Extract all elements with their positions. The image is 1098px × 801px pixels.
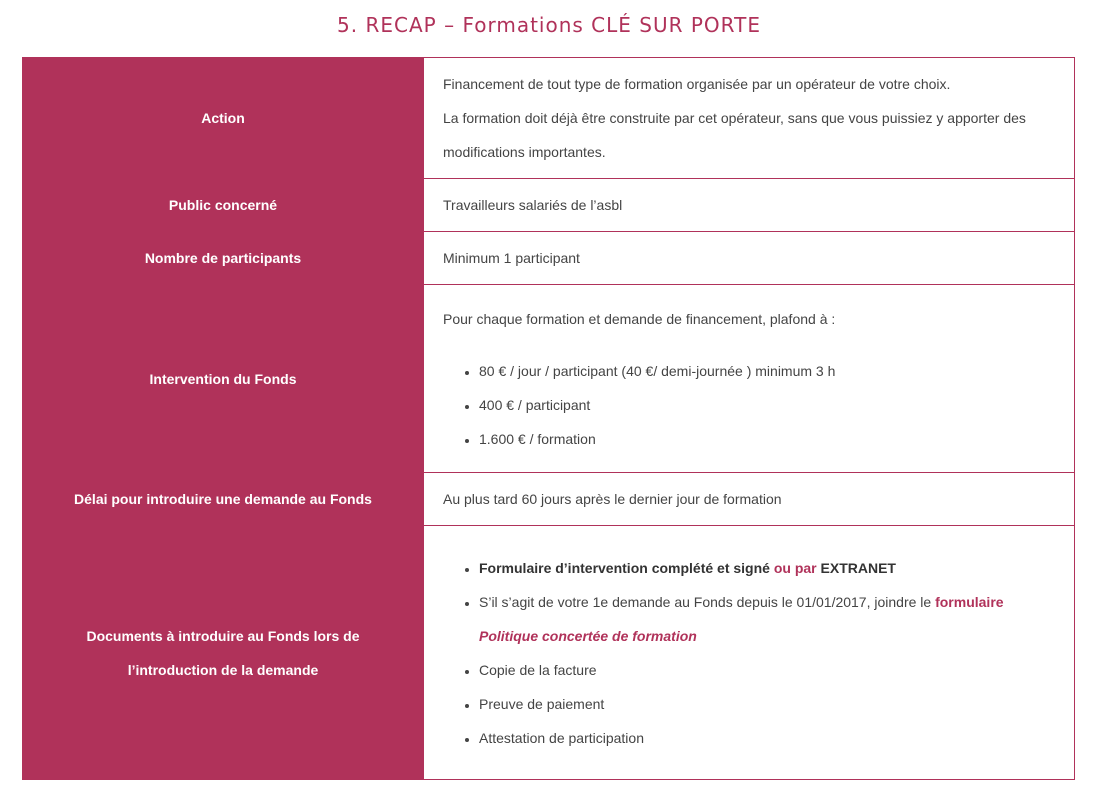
row-label-nombre: Nombre de participants bbox=[23, 232, 424, 285]
ou-par-link[interactable]: ou par bbox=[773, 559, 817, 576]
list-item: • 80 € / jour / participant (40 €/ demi-journée ) minimum 3 h bbox=[479, 354, 1054, 388]
action-line-1: Financement de tout type de formation organisée par un opérateur de votre choix. bbox=[443, 76, 951, 92]
list-item: • Copie de la facture bbox=[479, 653, 1054, 687]
row-content-documents bbox=[424, 526, 1075, 780]
row-content-delai: Au plus tard 60 jours après le dernier jour de formation bbox=[424, 473, 1075, 526]
row-label-public: Public concerné bbox=[23, 179, 424, 232]
row-content-nombre: Minimum 1 participant bbox=[424, 232, 1075, 285]
extranet-text: EXTRANET bbox=[820, 559, 896, 576]
recap-table bbox=[22, 57, 1075, 780]
documents-list bbox=[443, 551, 1054, 755]
intervention-intro: Pour chaque formation et demande de financement, plafond à : bbox=[443, 310, 836, 327]
spacer bbox=[443, 336, 1054, 354]
list-item: • Attestation de participation bbox=[479, 721, 1054, 755]
table-row-nombre bbox=[23, 232, 1075, 285]
row-content-intervention bbox=[424, 285, 1075, 473]
row-label-documents: Documents à introduire au Fonds lors de l’introduction de la demande bbox=[23, 526, 424, 780]
row-content-public: Travailleurs salariés de l’asbl bbox=[424, 179, 1075, 232]
page-title: 5. RECAP – Formations CLÉ SUR PORTE bbox=[337, 13, 761, 37]
first-request-text: S’il s’agit de votre 1e demande au Fonds depuis le 01/01/2017, joindre le bbox=[479, 593, 932, 610]
politique-concertee-link[interactable]: Politique concertée de formation bbox=[479, 627, 697, 644]
table-row-action bbox=[23, 58, 1075, 179]
list-item bbox=[479, 551, 1054, 585]
row-content-action bbox=[424, 58, 1075, 179]
table-row-documents bbox=[23, 526, 1075, 780]
row-label-delai: Délai pour introduire une demande au Fonds bbox=[23, 473, 424, 526]
table-row-delai bbox=[23, 473, 1075, 526]
table-row-intervention bbox=[23, 285, 1075, 473]
intervention-list bbox=[443, 354, 1054, 456]
formulaire-link[interactable]: formulaire bbox=[935, 593, 1004, 610]
row-label-intervention: Intervention du Fonds bbox=[23, 285, 424, 473]
list-item: • 1.600 € / formation bbox=[479, 422, 1054, 456]
action-line-2: La formation doit déjà être construite par cet opérateur, sans que vous puissiez y apporter des modifications importantes. bbox=[443, 110, 1026, 160]
list-item: • 400 € / participant bbox=[479, 388, 1054, 422]
formulaire-intervention-text: Formulaire d’intervention complété et signé bbox=[479, 559, 770, 576]
list-item bbox=[479, 585, 1054, 653]
list-item: • Preuve de paiement bbox=[479, 687, 1054, 721]
row-label-action: Action bbox=[23, 58, 424, 179]
table-row-public bbox=[23, 179, 1075, 232]
